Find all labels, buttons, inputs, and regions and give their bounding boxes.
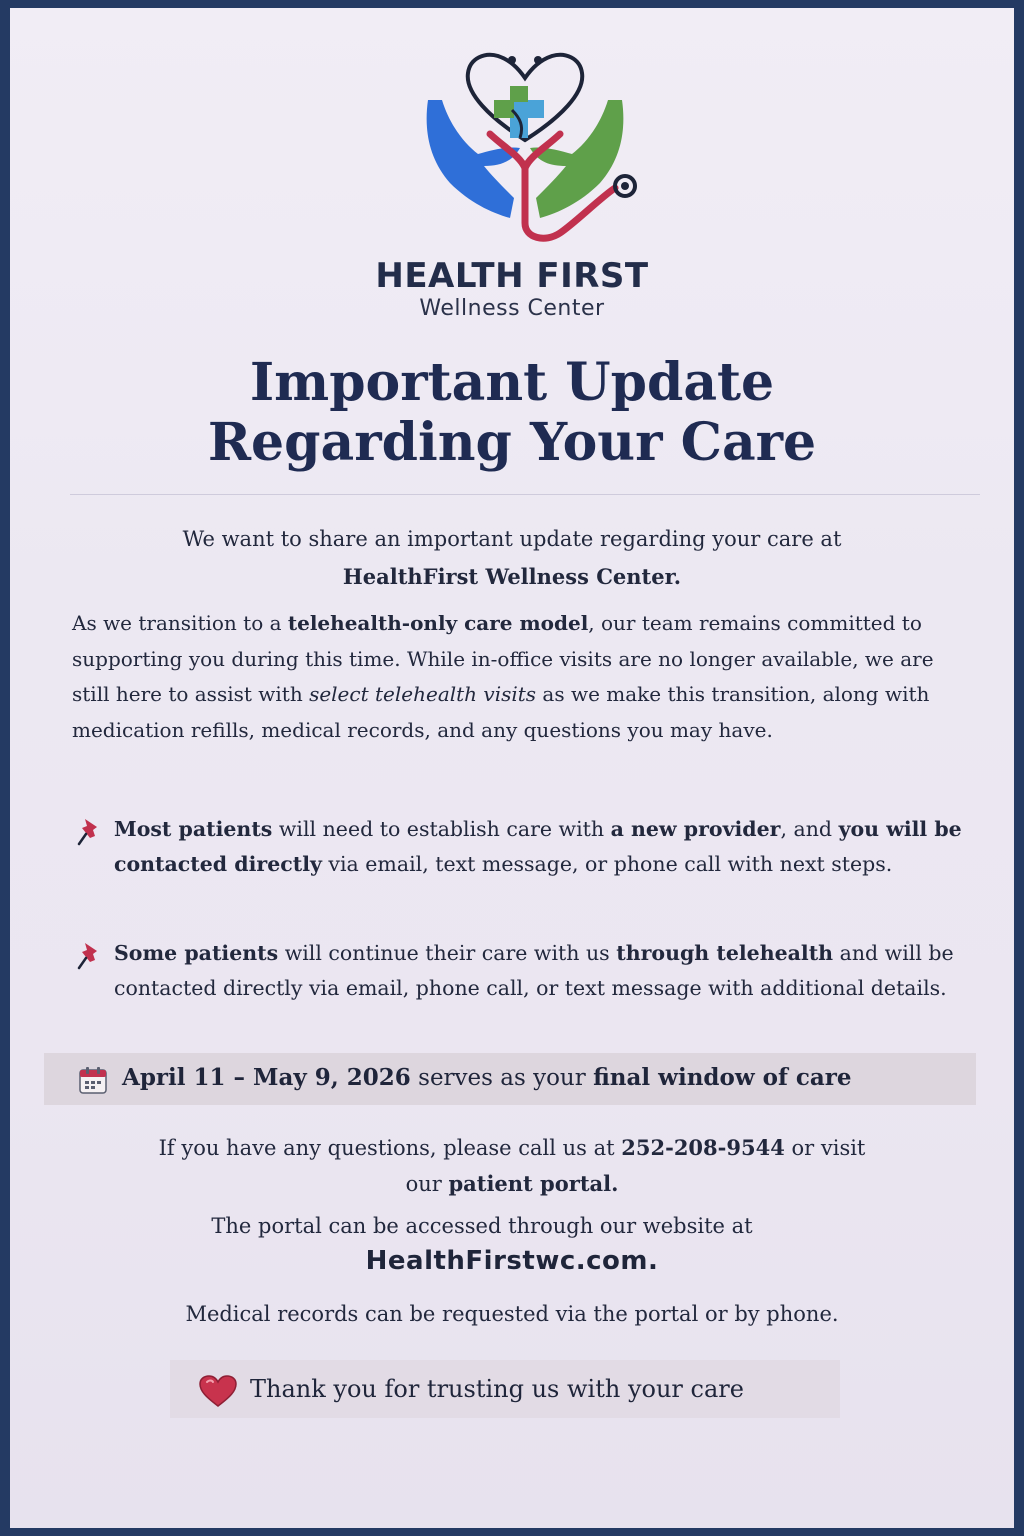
bullet-span: and will be contacted directly via email, phone call, or text message with additional details.	[114, 941, 954, 1000]
phone-number[interactable]: 252-208-9544	[621, 1135, 785, 1160]
hands-stethoscope-heart-cross-logo	[410, 48, 640, 248]
para-text-2: , our team remains committed to supporting you during this time. While in-office visits are no longer available, we are still here to assist with	[72, 611, 934, 706]
contact-visit: or visit	[784, 1136, 866, 1160]
divider	[70, 494, 980, 495]
contact-lead: If you have any questions, please call us at	[158, 1136, 622, 1160]
bullet-span: will continue their care with us	[278, 941, 617, 965]
brand-name: HEALTH FIRST	[375, 256, 649, 296]
bullet-text	[114, 812, 974, 882]
bullet-bold: a new provider	[610, 817, 781, 841]
date-mid: serves as your	[410, 1065, 594, 1091]
date-emph: final window of care	[593, 1064, 852, 1091]
heart-icon	[198, 1374, 238, 1408]
website-link[interactable]: HealthFirstwc.com.	[365, 1246, 659, 1276]
final-window-text	[122, 1062, 852, 1094]
thank-you-text: Thank you for trusting us with your care	[250, 1375, 744, 1403]
para-bold-1: telehealth-only care model	[287, 611, 589, 635]
brand-subtitle: Wellness Center	[419, 296, 605, 321]
calendar-icon	[78, 1065, 108, 1095]
portal-access-text: The portal can be accessed through our website at	[211, 1214, 753, 1238]
bullet-span: , and	[780, 817, 839, 841]
final-window-notice	[44, 1053, 976, 1105]
para-text-1: As we transition to a	[72, 611, 288, 635]
bullet-bold: through telehealth	[616, 941, 834, 965]
intro-text	[10, 520, 1014, 596]
title-line-2: Regarding Your Care	[207, 412, 817, 473]
bullet-span: via email, text message, or phone call with next steps.	[321, 852, 893, 876]
date-range: April 11 – May 9, 2026	[122, 1064, 411, 1091]
bullet-span: will need to establish care with	[272, 817, 611, 841]
transition-paragraph	[72, 606, 962, 748]
pushpin-icon	[76, 816, 104, 846]
records-text: Medical records can be requested via the portal or by phone.	[185, 1302, 839, 1326]
bullet-bold: you will be contacted directly	[114, 817, 962, 876]
logo	[10, 48, 1014, 248]
contact-our: our	[405, 1172, 449, 1196]
para-text-3: as we make this transition, along with medication refills, medical records, and any questions you may have.	[72, 682, 930, 742]
bullet-text	[114, 936, 974, 1006]
intro-line-2: HealthFirst Wellness Center.	[342, 564, 682, 589]
contact-text	[10, 1130, 1014, 1202]
intro-line-1: We want to share an important update regarding your care at	[182, 527, 842, 551]
title-line-1: Important Update	[249, 352, 775, 413]
pushpin-icon	[76, 940, 104, 970]
notice-page	[10, 8, 1014, 1528]
bullet-bold: Most patients	[114, 817, 273, 841]
thank-you-banner	[170, 1360, 840, 1418]
patient-portal-link[interactable]: patient portal.	[448, 1171, 619, 1196]
bullet-bold: Some patients	[114, 941, 279, 965]
para-italic-1: select telehealth visits	[309, 682, 537, 706]
page-title	[10, 353, 1014, 473]
